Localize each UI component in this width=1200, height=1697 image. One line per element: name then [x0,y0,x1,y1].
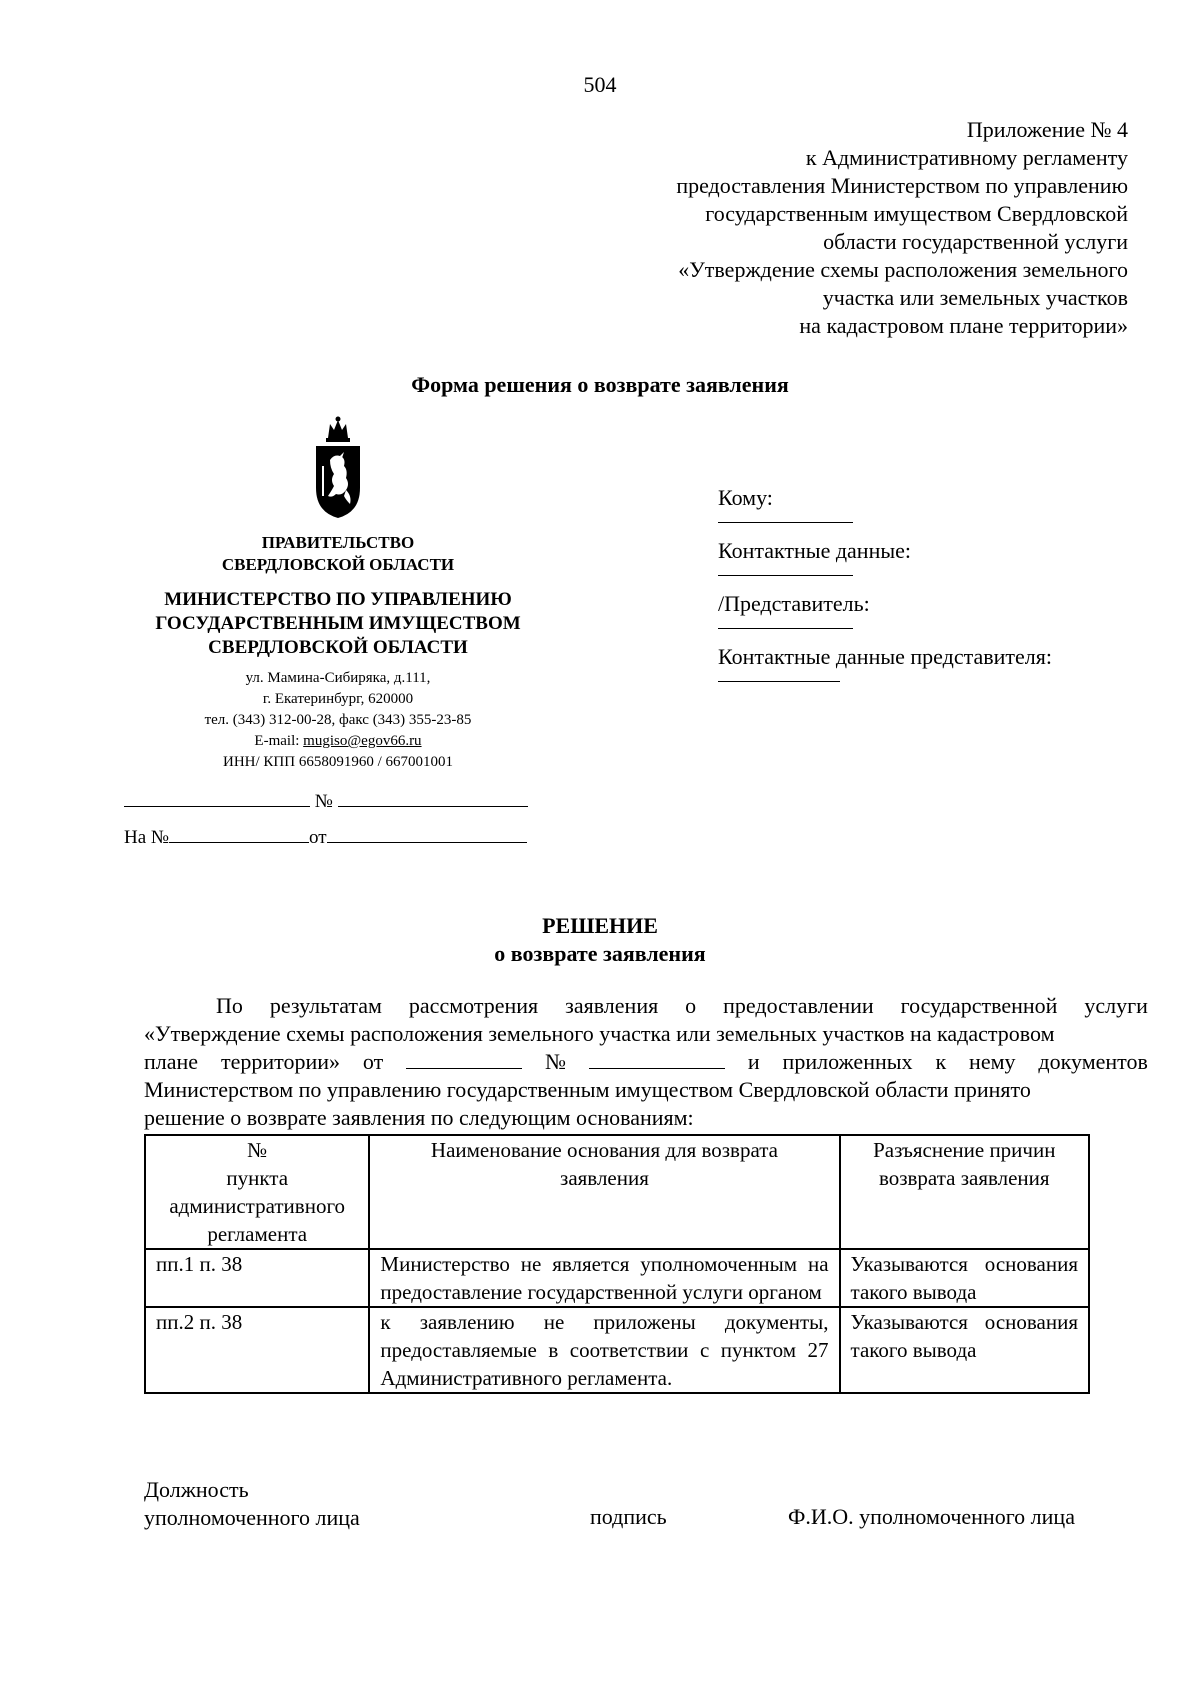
government-name [118,532,558,576]
email-line [118,731,558,752]
body-line-3 [144,1048,1148,1076]
body-line-1 [144,992,1148,1020]
word: к [935,1049,947,1074]
header-text: возврата заявления [878,1166,1050,1190]
cell-reason: к заявлению не приложены документы, предоставляемые в соответствии с пунктом 27 Административного регламента. [369,1307,839,1393]
page-number: 504 [583,72,617,97]
word: о [685,993,697,1018]
email-label: E-mail: [254,733,304,749]
recipient-to: Кому: [718,485,773,510]
header-point [145,1135,369,1249]
header-text: Наименование основания для возврата [430,1138,779,1162]
word: рассмотрения [408,993,539,1018]
number-field-blank [589,1048,725,1069]
ministry-line: СВЕРДЛОВСКОЙ ОБЛАСТИ [208,637,468,658]
header-text: регламента [207,1222,308,1246]
recipient-contacts: Контактные данные: [718,538,911,563]
header-text: заявления [560,1166,649,1190]
position-line: уполномоченного лица [144,1505,360,1530]
cell-explanation: Указываются основания такого вывода [840,1249,1089,1307]
word: приложенных [782,1049,913,1074]
body-line-4 [144,1076,1148,1104]
word: услуги [1084,993,1148,1018]
ref-date-blank [327,824,527,843]
word: результатам [269,993,382,1018]
appendix-line: Приложение № 4 [966,117,1128,142]
address-line: г. Екатеринбург, 620000 [262,691,414,707]
cell-reason: Министерство не является уполномоченным на предоставление государственной услуги органом [369,1249,839,1307]
text: «Утверждение схемы расположения земельного участка или земельных участков на кадастровом [144,1021,1055,1046]
decision-title: РЕШЕНИЕ [542,913,658,938]
word: № [545,1049,567,1074]
recipient-representative-line [718,618,853,629]
date-field-blank [406,1048,522,1069]
text: Министерством по управлению государственным имуществом Свердловской области принято [144,1077,1031,1102]
phone-line: тел. (343) 312-00-28, факс (343) 355-23-85 [204,712,472,728]
ministry-line: МИНИСТЕРСТВО ПО УПРАВЛЕНИЮ [164,589,512,610]
coat-of-arms-icon [312,416,364,520]
header-text: Разъяснение причин [873,1138,1056,1162]
word: плане [144,1049,199,1074]
address-line: ул. Мамина-Сибиряка, д.111, [245,670,431,686]
recipient-contacts-line [718,565,853,576]
recipient-rep-contacts-line [718,671,840,682]
number-blank [338,788,528,807]
ministry-address [118,668,558,773]
decision-body [144,992,1148,1132]
word: По [216,993,243,1018]
ministry-line: ГОСУДАРСТВЕННЫМ ИМУЩЕСТВОМ [155,613,521,634]
signature-position [144,1476,360,1532]
email-link[interactable]: mugiso@egov66.ru [303,733,422,749]
date-blank [124,788,310,807]
decision-heading [0,912,1200,968]
decision-subtitle: о возврате заявления [494,941,706,966]
word: предоставлении [723,993,874,1018]
cell-explanation: Указываются основания такого вывода [840,1307,1089,1393]
table-header-row [145,1135,1089,1249]
body-line-5: решение о возврате заявления по следующим основаниям: [144,1105,694,1130]
appendix-line: «Утверждение схемы расположения земельного [678,257,1128,282]
header-explanation [840,1135,1089,1249]
recipient-representative: /Представитель: [718,591,870,616]
header-reason [369,1135,839,1249]
appendix-line: на кадастровом плане территории» [799,313,1128,338]
ref-number-blank [169,824,309,843]
appendix-line: предоставления Министерством по управлению [676,173,1128,198]
registration-line [124,788,560,813]
word: документов [1038,1049,1148,1074]
cell-point: пп.2 п. 38 [145,1307,369,1393]
recipient-block [718,484,1138,696]
ref-prefix: На № [124,827,170,848]
ref-from: от [309,827,327,848]
signature-fio: Ф.И.О. уполномоченного лица [788,1504,1075,1529]
position-line: Должность [144,1477,249,1502]
reference-line [124,824,560,849]
body-line-2 [144,1020,1148,1048]
cell-point: пп.1 п. 38 [145,1249,369,1307]
appendix-header [508,116,1128,340]
form-title: Форма решения о возврате заявления [411,372,789,397]
reasons-table [144,1134,1090,1394]
inn-line: ИНН/ КПП 6658091960 / 667001001 [222,754,453,770]
appendix-line: области государственной услуги [823,229,1128,254]
word: заявления [565,993,659,1018]
letterhead [118,416,558,773]
table-row [145,1249,1089,1307]
appendix-line: государственным имуществом Свердловской [705,201,1128,226]
word: нему [969,1049,1016,1074]
gov-line: ПРАВИТЕЛЬСТВО [261,533,415,552]
appendix-line: участка или земельных участков [822,285,1128,310]
recipient-to-line [718,512,853,523]
table-row [145,1307,1089,1393]
word: территории» [220,1049,340,1074]
header-text: № [247,1138,268,1162]
word: и [747,1049,760,1074]
gov-line: СВЕРДЛОВСКОЙ ОБЛАСТИ [221,555,455,574]
number-sign: № [314,791,333,812]
header-text: пункта [226,1166,289,1190]
signature-sign: подпись [590,1504,667,1529]
word: государственной [900,993,1058,1018]
appendix-line: к Административному регламенту [805,145,1128,170]
ministry-name [118,588,558,660]
recipient-rep-contacts: Контактные данные представителя: [718,644,1052,669]
word: от [362,1049,384,1074]
header-text: административного [169,1194,346,1218]
